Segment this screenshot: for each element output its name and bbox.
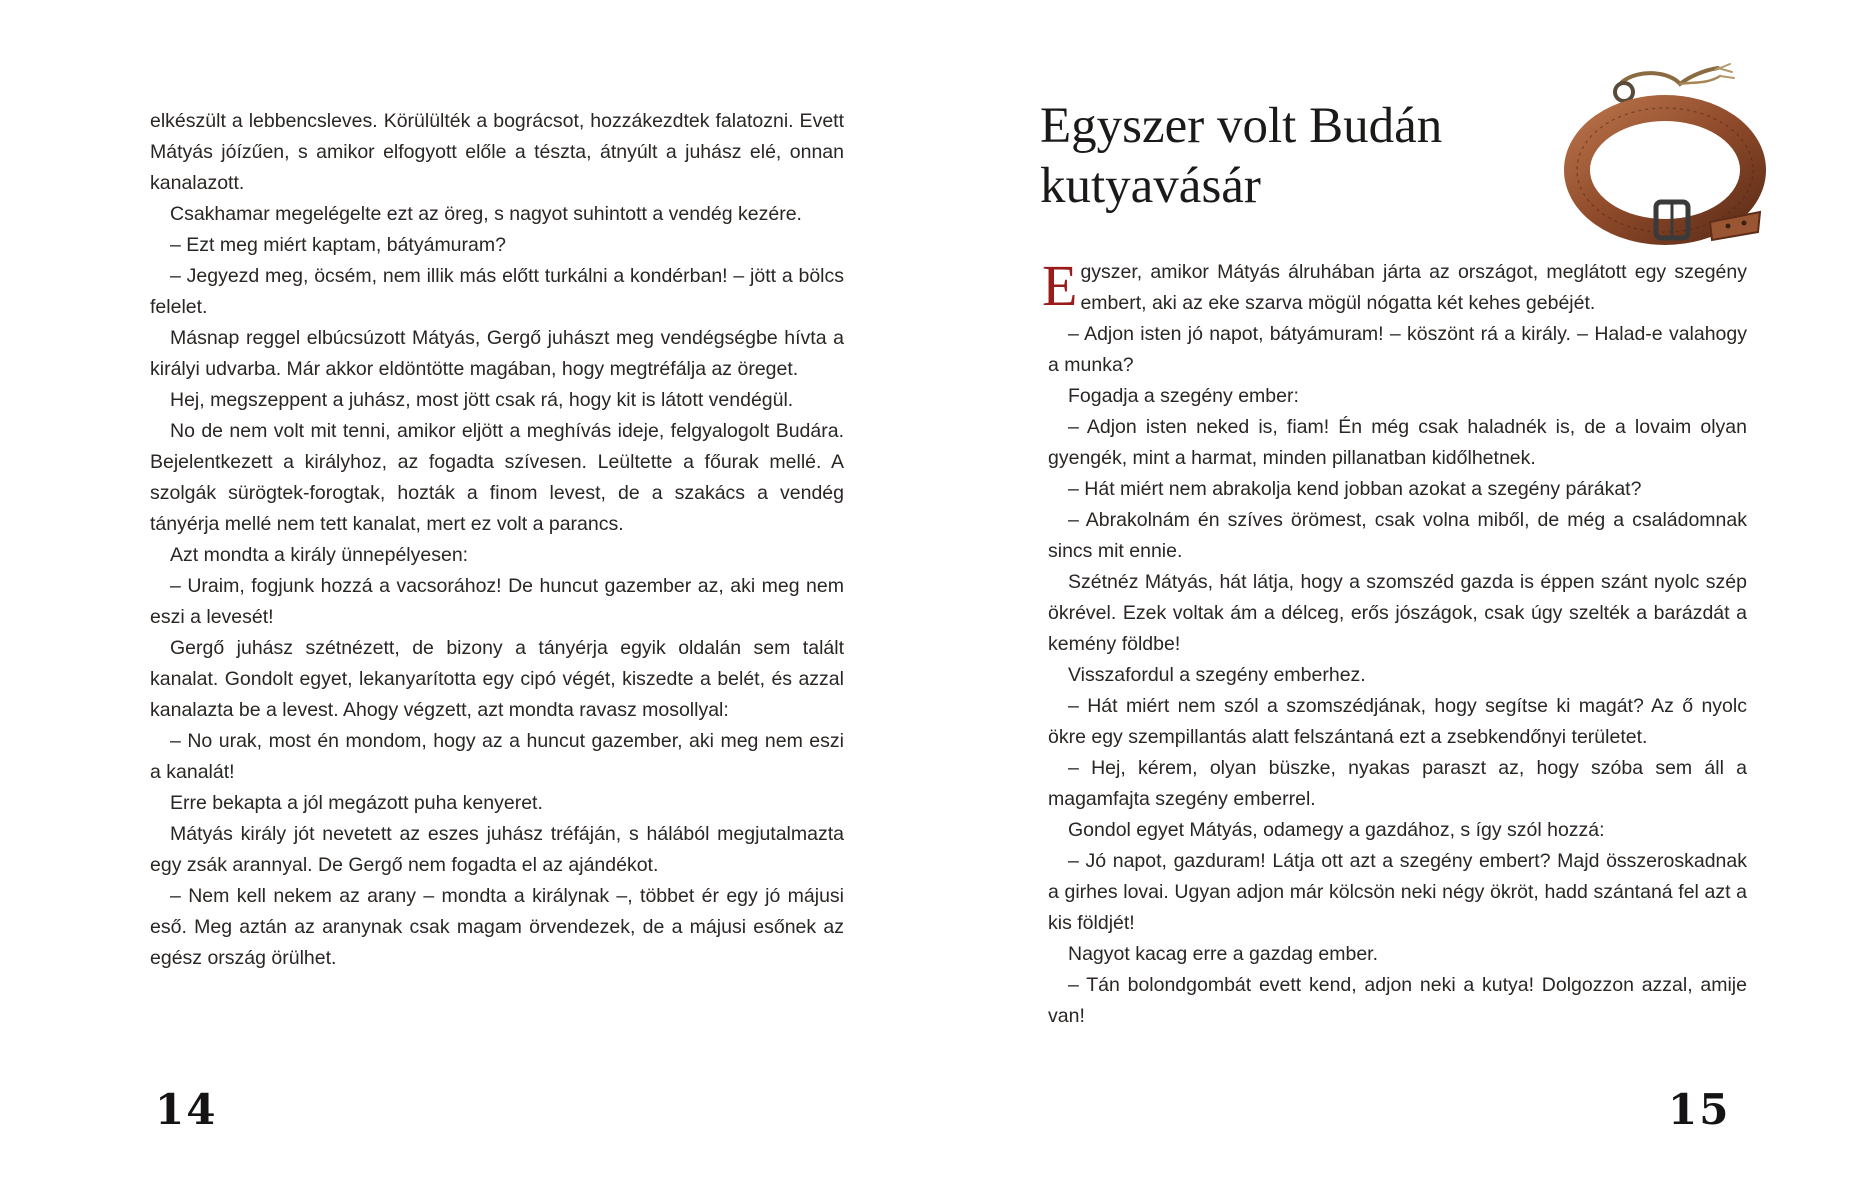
paragraph: Nagyot kacag erre a gazdag ember. <box>1068 943 1379 965</box>
chapter-title-line: Egyszer volt Budán <box>1040 98 1443 154</box>
paragraph: Mátyás király jót nevetett az eszes juhász tréfáján, s hálából megjutalmazta egy zsák arannyal. De Gergő nem fogadta el az ajándékot. <box>150 823 844 876</box>
paragraph: – Jegyezd meg, öcsém, nem illik más előtt turkálni a kondérban! – jött a bölcs felelet. <box>150 265 844 318</box>
first-paragraph-text: gyszer, amikor Mátyás álruhában járta az országot, meglátott egy szegény embert, aki az eke szarva mögül nógatta két kehes gebéjét. <box>1080 261 1747 314</box>
drop-cap: E <box>1042 253 1078 318</box>
paragraph: Szétnéz Mátyás, hát látja, hogy a szomszéd gazda is éppen szánt nyolc szép ökrével. Ezek voltak ám a délceg, erős jószágok, csak úgy szelték a barázdát a kemény földbe! <box>1048 571 1747 655</box>
page-number: 14 <box>155 1085 218 1134</box>
dog-collar-illustration <box>1560 62 1770 252</box>
paragraph: – Tán bolondgombát evett kend, adjon neki a kutya! Dolgozzon azzal, amije van! <box>1048 974 1747 1027</box>
paragraph: Csakhamar megelégelte ezt az öreg, s nagyot suhintott a vendég kezére. <box>170 203 802 225</box>
paragraph: – Adjon isten jó napot, bátyámuram! – köszönt rá a király. – Halad-e valahogy a munka? <box>1048 323 1747 376</box>
paragraph: elkészült a lebbencsleves. Körülülték a bográcsot, hozzákezdtek falatozni. Evett Mátyás jóízűen, s amikor elfogyott előle a tészta, átnyúlt a juhász elé, onnan kanalazott. <box>150 110 844 194</box>
paragraph: – Abrakolnám én szíves örömest, csak volna miből, de még a családomnak sincs mit ennie. <box>1048 509 1747 562</box>
paragraph: Azt mondta a király ünnepélyesen: <box>170 544 469 566</box>
paragraph: – Jó napot, gazduram! Látja ott azt a szegény embert? Majd összeroskadnak a girhes lovai. Ugyan adjon már kölcsön neki négy ökröt, hadd szántaná fel azt a kis földjét! <box>1048 850 1747 934</box>
page-number: 15 <box>1668 1085 1731 1134</box>
paragraph: Gondol egyet Mátyás, odamegy a gazdához, s így szól hozzá: <box>1068 819 1605 841</box>
paragraph: – Nem kell nekem az arany – mondta a királynak –, többet ér egy jó májusi eső. Meg aztán az aranynak csak magam örvendezek, de a májusi esőnek az egész ország örülhet. <box>150 885 844 969</box>
paragraph: No de nem volt mit tenni, amikor eljött a meghívás ideje, felgyalogolt Budára. Bejelentkezett a királyhoz, az fogadta szívesen. Leültette a főurak mellé. A szolgák sürögtek-forogtak, hozták a finom levest, de a szakács a vendég tányérja mellé nem tett kanalat, mert ez volt a parancs. <box>150 420 844 535</box>
paragraph: – Adjon isten neked is, fiam! Én még csak haladnék is, de a lovaim olyan gyengék, mint a harmat, minden pillanatban kidőlhetnek. <box>1048 416 1747 469</box>
left-page-text <box>150 106 844 974</box>
paragraph: – Hát miért nem szól a szomszédjának, hogy segítse ki magát? Az ő nyolc ökre egy szempillantás alatt felszántaná ezt a zsebkendőnyi területet. <box>1048 695 1747 748</box>
paragraph: – No urak, most én mondom, hogy az a huncut gazember, aki meg nem eszi a kanalát! <box>150 730 844 783</box>
paragraph <box>1042 253 1747 319</box>
paragraph: – Hej, kérem, olyan büszke, nyakas paraszt az, hogy szóba sem áll a magamfajta szegény emberrel. <box>1048 757 1747 810</box>
paragraph: Fogadja a szegény ember: <box>1068 385 1299 407</box>
right-page <box>930 0 1859 1200</box>
paragraph: Másnap reggel elbúcsúzott Mátyás, Gergő juhászt meg vendégségbe hívta a királyi udvarba. Már akkor eldöntötte magában, hogy megtréfálja az öreget. <box>150 327 844 380</box>
paragraph: – Uraim, fogjunk hozzá a vacsorához! De huncut gazember az, aki meg nem eszi a levesét! <box>150 575 844 628</box>
paragraph: Visszafordul a szegény emberhez. <box>1068 664 1366 686</box>
paragraph: Erre bekapta a jól megázott puha kenyeret. <box>170 792 543 814</box>
paragraph: Gergő juhász szétnézett, de bizony a tányérja egyik oldalán sem talált kanalat. Gondolt egyet, lekanyarította egy cipó végét, kiszedte a belét, és azzal kanalazta be a levest. Ahogy végzett, azt mondta ravasz mosollyal: <box>150 637 844 721</box>
chapter-title <box>1040 96 1442 216</box>
right-page-text <box>1042 253 1747 1032</box>
paragraph: Hej, megszeppent a juhász, most jött csak rá, hogy kit is látott vendégül. <box>170 389 794 411</box>
paragraph: – Ezt meg miért kaptam, bátyámuram? <box>170 234 506 256</box>
chapter-title-line: kutyavásár <box>1040 158 1261 214</box>
paragraph: – Hát miért nem abrakolja kend jobban azokat a szegény párákat? <box>1068 478 1642 500</box>
